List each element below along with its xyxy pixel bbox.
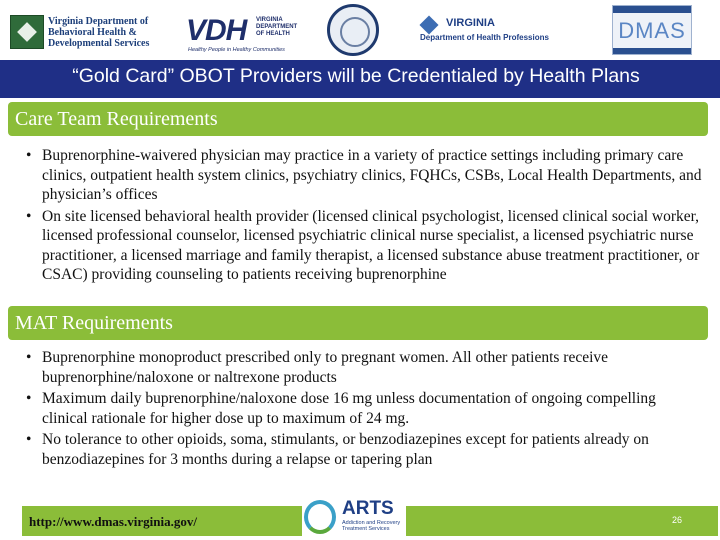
bullet-text: No tolerance to other opioids, soma, stimulants, or benzodiazepines except for patients already on benzodiazepines for 3 months during a relapse or tapering plan	[42, 431, 649, 468]
bullet-text: On site licensed behavioral health provider (licensed clinical psychologist, licensed clinical social worker, licensed professional counselor, licensed psychiatric clinical nurse specialist, a licensed psychiatric nurse practitioner, a licensed marriage and family therapist, a licensed substance abuse treatment practitioner, or CSAC) providing counseling to patients receiving buprenorphine	[42, 207, 700, 283]
vdhp-logo-line-1: VIRGINIA	[446, 17, 495, 29]
section-header-care-team	[8, 102, 708, 136]
vdh-logo-letters: VDH	[186, 14, 247, 47]
title-bar	[0, 60, 720, 98]
bullet-icon: •	[26, 207, 32, 225]
dmas-logo	[612, 5, 692, 55]
vdbhds-line-2: Behavioral Health &	[48, 26, 137, 38]
vdhp-logo	[420, 16, 580, 46]
dmas-logo-name: DMAS	[618, 18, 686, 43]
section-heading-mat: MAT Requirements	[15, 312, 173, 334]
care-team-bullet-list	[24, 146, 704, 301]
list-item	[24, 146, 704, 205]
arts-logo	[302, 498, 406, 536]
mat-bullet-list	[24, 348, 704, 471]
list-item	[24, 430, 704, 469]
vdbhds-line-3: Developmental Services	[48, 37, 150, 49]
vdh-small-line-2: DEPARTMENT	[256, 24, 298, 30]
list-item	[24, 207, 704, 285]
list-item	[24, 348, 704, 387]
vdh-logo-small-text	[256, 17, 297, 38]
vdbhds-line-1: Virginia Department of	[48, 15, 149, 27]
vdbhds-logo-text	[48, 16, 149, 49]
page-number: 26	[671, 515, 682, 525]
arts-logo-subtitle: Addiction and Recovery Treatment Services	[342, 520, 401, 532]
arts-logo-word: ARTS	[342, 498, 394, 519]
dmas-logo-bottom-bar	[613, 48, 691, 54]
vdhp-logo-line-2: Department of Health Professions	[420, 33, 549, 42]
vdh-tagline: Healthy People in Healthy Communities	[188, 47, 285, 53]
vdhp-mark-icon	[419, 15, 438, 34]
section-heading-care-team: Care Team Requirements	[15, 108, 218, 130]
vdh-small-line-1: VIRGINIA	[256, 17, 283, 23]
bullet-text: Maximum daily buprenorphine/naloxone dose 16 mg unless documentation of ongoing compelling clinical rationale for higher dose up to maximum of 24 mg.	[42, 390, 656, 427]
bullet-text: Buprenorphine-waivered physician may practice in a variety of practice settings including primary care clinics, outpatient health system clinics, psychiatry clinics, FQHCs, CSBs, Local Health Departments, and physician’s offices	[42, 147, 702, 203]
vdh-logo	[186, 14, 304, 52]
dmas-logo-top-bar	[613, 6, 691, 13]
section-header-mat	[8, 306, 708, 340]
list-item	[24, 389, 704, 428]
bullet-icon: •	[26, 147, 32, 164]
vdh-small-line-3: OF HEALTH	[256, 31, 290, 37]
vdbhds-mark-icon	[10, 15, 44, 49]
footer-bar	[22, 498, 718, 536]
logo-strip	[0, 0, 720, 60]
slide-title: “Gold Card” OBOT Providers will be Credentialed by Health Plans	[72, 65, 640, 87]
arts-ring-icon	[304, 500, 336, 534]
dmas-website-link[interactable]: http://www.dmas.virginia.gov/	[29, 514, 197, 529]
virginia-seal-icon	[327, 4, 379, 56]
bullet-icon: •	[26, 349, 32, 366]
bullet-text: Buprenorphine monoproduct prescribed only to pregnant women. All other patients receive buprenorphine/naloxone or naltrexone products	[42, 349, 609, 386]
vdbhds-logo	[10, 12, 168, 52]
bullet-icon: •	[26, 431, 32, 448]
bullet-icon: •	[26, 390, 32, 407]
